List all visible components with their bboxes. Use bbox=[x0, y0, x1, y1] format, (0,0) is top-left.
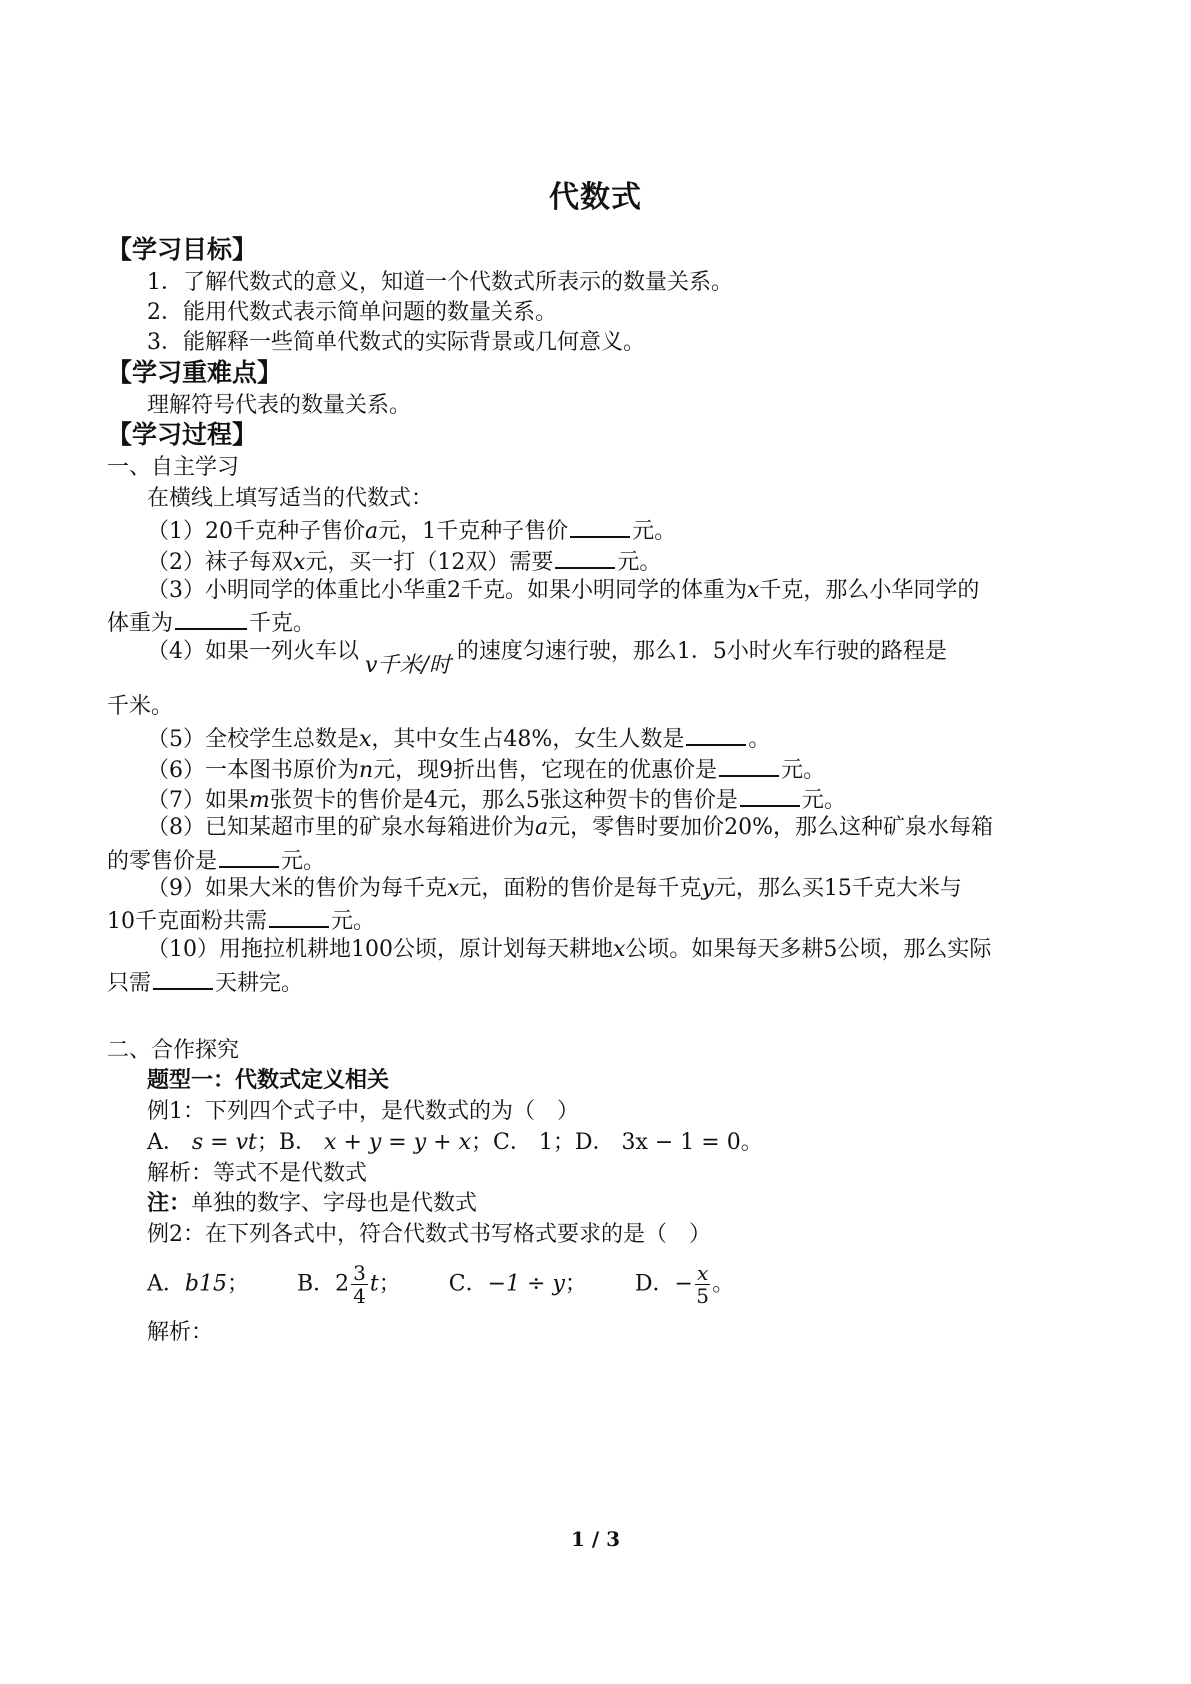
q4-text-a: （4）如果一列火车以 bbox=[147, 639, 359, 664]
ex1-option-b: x + y = y + x bbox=[324, 1130, 471, 1155]
ex1-option-b-label: ；B． bbox=[256, 1130, 318, 1155]
question-5 bbox=[147, 722, 770, 755]
learning-goals-heading: 【学习目标】 bbox=[107, 235, 258, 264]
q10-text-b: 公顷。如果每天多耕5公顷，那么实际 bbox=[625, 937, 992, 962]
q10-answer-blank[interactable] bbox=[153, 966, 213, 990]
q9-text-c: 元，那么买15千克大米与 bbox=[713, 876, 962, 901]
q6-var: n bbox=[359, 758, 374, 783]
type1-heading: 题型一：代数式定义相关 bbox=[147, 1068, 390, 1093]
ex2-option-b-fraction bbox=[351, 1262, 368, 1307]
ex2-option-a-label: A． bbox=[147, 1271, 185, 1297]
q5-var: x bbox=[359, 727, 372, 752]
question-3-line-2 bbox=[107, 606, 315, 639]
note-label: 注： bbox=[147, 1191, 192, 1216]
q8-var: a bbox=[535, 815, 549, 840]
question-8 bbox=[147, 813, 993, 843]
ex1-option-d: 3x − 1 = 0 bbox=[621, 1130, 741, 1155]
q10-text-a: （10）用拖拉机耕地100公顷，原计划每天耕地 bbox=[147, 937, 613, 962]
q7-answer-blank[interactable] bbox=[740, 783, 800, 807]
q6-text-b: 元，现9折出售，它现在的优惠价是 bbox=[373, 758, 718, 783]
q3-var: x bbox=[747, 578, 760, 603]
example-2: 例2：在下列各式中，符合代数式书写格式要求的是（ ） bbox=[147, 1222, 711, 1247]
q4-text-b: 的速度匀速行驶，那么1．5小时火车行驶的路程是 bbox=[456, 639, 947, 664]
q7-text-a: （7）如果 bbox=[147, 788, 249, 813]
ex2-d-numerator: x bbox=[696, 1261, 709, 1285]
q3-answer-blank[interactable] bbox=[175, 606, 247, 630]
goal-item-3: 3．能解释一些简单代数式的实际背景或几何意义。 bbox=[147, 330, 645, 355]
page-number: 1 / 3 bbox=[570, 1527, 621, 1551]
ex2-end: 。 bbox=[712, 1271, 735, 1297]
q8-text-a: （8）已知某超市里的矿泉水每箱进价为 bbox=[147, 815, 535, 840]
ex2-sep-3: ； bbox=[564, 1271, 587, 1297]
ex2-sep-2: ； bbox=[378, 1271, 401, 1297]
q8-text-l2a: 的零售价是 bbox=[107, 849, 218, 874]
q8-text-l2b: 元。 bbox=[281, 849, 326, 874]
analysis-1: 解析：等式不是代数式 bbox=[147, 1161, 368, 1186]
q5-text-b: ，其中女生占48%，女生人数是 bbox=[371, 727, 685, 752]
question-9 bbox=[147, 874, 962, 904]
question-8-line-2 bbox=[107, 844, 325, 877]
q1-answer-blank[interactable] bbox=[570, 514, 630, 538]
ex1-option-c: 1 bbox=[538, 1130, 553, 1155]
q1-text-b: 元，1千克种子售价 bbox=[378, 519, 569, 544]
q7-text-c: 元。 bbox=[801, 788, 846, 813]
question-9-line-2 bbox=[107, 904, 375, 937]
ex1-option-a-label: A． bbox=[147, 1130, 185, 1155]
part1-heading: 一、自主学习 bbox=[107, 455, 240, 480]
q2-text-b: 元，买一打（12双）需要 bbox=[305, 550, 554, 575]
ex2-option-a: b15 bbox=[184, 1271, 227, 1297]
q1-text-c: 元。 bbox=[632, 519, 677, 544]
q10-text-l2a: 只需 bbox=[107, 971, 152, 996]
question-10 bbox=[147, 935, 991, 965]
ex2-d-denominator: 5 bbox=[696, 1284, 709, 1308]
q9-text-a: （9）如果大米的售价为每千克 bbox=[147, 876, 447, 901]
q6-answer-blank[interactable] bbox=[719, 753, 779, 777]
q9-text-l2b: 元。 bbox=[331, 909, 376, 934]
ex2-sep-1: ； bbox=[226, 1271, 249, 1297]
ex2-b-numerator: 3 bbox=[353, 1261, 366, 1285]
q3-text-a: （3）小明同学的体重比小华重2千克。如果小明同学的体重为 bbox=[147, 578, 747, 603]
ex2-option-b-label: B． bbox=[296, 1271, 336, 1297]
question-1 bbox=[147, 514, 676, 547]
ex2-option-c-label: C． bbox=[448, 1271, 488, 1297]
question-4 bbox=[147, 637, 947, 678]
question-6 bbox=[147, 753, 825, 786]
q1-var: a bbox=[365, 519, 379, 544]
q2-text-c: 元。 bbox=[617, 550, 662, 575]
ex1-option-d-label: ；D． bbox=[552, 1130, 615, 1155]
q9-text-b: 元，面粉的售价是每千克 bbox=[459, 876, 702, 901]
question-3 bbox=[147, 576, 979, 606]
q3-text-b: 千克，那么小华同学的 bbox=[759, 578, 980, 603]
example-1-options bbox=[147, 1128, 763, 1158]
q9-text-l2a: 10千克面粉共需 bbox=[107, 909, 267, 934]
q10-text-l2b: 天耕完。 bbox=[215, 971, 304, 996]
question-2 bbox=[147, 545, 661, 578]
ex2-option-c: −1 ÷ y bbox=[487, 1271, 565, 1297]
question-4-line-2: 千米。 bbox=[107, 694, 174, 719]
question-7 bbox=[147, 783, 846, 816]
q7-text-b: 张贺卡的售价是4元，那么5张这种贺卡的售价是 bbox=[269, 788, 738, 813]
q9-answer-blank[interactable] bbox=[269, 904, 329, 928]
goal-item-1: 1．了解代数式的意义，知道一个代数式所表示的数量关系。 bbox=[147, 270, 733, 295]
q2-text-a: （2）袜子每双 bbox=[147, 550, 293, 575]
goal-item-2: 2．能用代数式表示简单问题的数量关系。 bbox=[147, 300, 557, 325]
q9-var-y: y bbox=[701, 876, 714, 901]
q5-answer-blank[interactable] bbox=[686, 722, 746, 746]
example-1: 例1：下列四个式子中，是代数式的为（ ） bbox=[147, 1099, 579, 1124]
note-text: 单独的数字、字母也是代数式 bbox=[191, 1191, 478, 1216]
q5-text-c: 。 bbox=[748, 727, 771, 752]
key-points-text: 理解符号代表的数量关系。 bbox=[147, 393, 412, 418]
ex2-option-b-whole: 2 bbox=[335, 1271, 350, 1297]
q7-var: m bbox=[249, 788, 270, 813]
ex2-b-denominator: 4 bbox=[353, 1284, 366, 1308]
q2-answer-blank[interactable] bbox=[555, 545, 615, 569]
question-10-line-2 bbox=[107, 966, 303, 999]
example-2-options bbox=[147, 1262, 734, 1307]
ex2-option-b-var: t bbox=[369, 1271, 379, 1297]
analysis-2: 解析： bbox=[147, 1320, 214, 1345]
q6-text-c: 元。 bbox=[781, 758, 826, 783]
q3-text-l2b: 千克。 bbox=[249, 611, 316, 636]
q6-text-a: （6）一本图书原价为 bbox=[147, 758, 359, 783]
part2-heading: 二、合作探究 bbox=[107, 1038, 240, 1063]
ex1-end: 。 bbox=[740, 1130, 763, 1155]
ex2-option-d-sign: − bbox=[674, 1271, 693, 1297]
q4-speed-expr: v千米/时 bbox=[365, 653, 451, 678]
q5-text-a: （5）全校学生总数是 bbox=[147, 727, 359, 752]
ex2-option-d-label: D． bbox=[634, 1271, 675, 1297]
ex1-option-a: s = vt bbox=[191, 1130, 257, 1155]
process-heading: 【学习过程】 bbox=[107, 420, 258, 449]
ex1-option-c-label: ；C． bbox=[470, 1130, 532, 1155]
q2-var: x bbox=[293, 550, 306, 575]
ex2-option-d-fraction bbox=[695, 1262, 710, 1307]
q1-text-a: （1）20千克种子售价 bbox=[147, 519, 365, 544]
key-points-heading: 【学习重难点】 bbox=[107, 358, 283, 387]
q9-var-x: x bbox=[447, 876, 460, 901]
page-title: 代数式 bbox=[549, 180, 642, 215]
part1-intro: 在横线上填写适当的代数式： bbox=[147, 486, 434, 511]
q3-text-l2a: 体重为 bbox=[107, 611, 174, 636]
q8-answer-blank[interactable] bbox=[219, 844, 279, 868]
q8-text-b: 元，零售时要加价20%，那么这种矿泉水每箱 bbox=[548, 815, 994, 840]
note bbox=[147, 1189, 477, 1219]
q10-var: x bbox=[613, 937, 626, 962]
